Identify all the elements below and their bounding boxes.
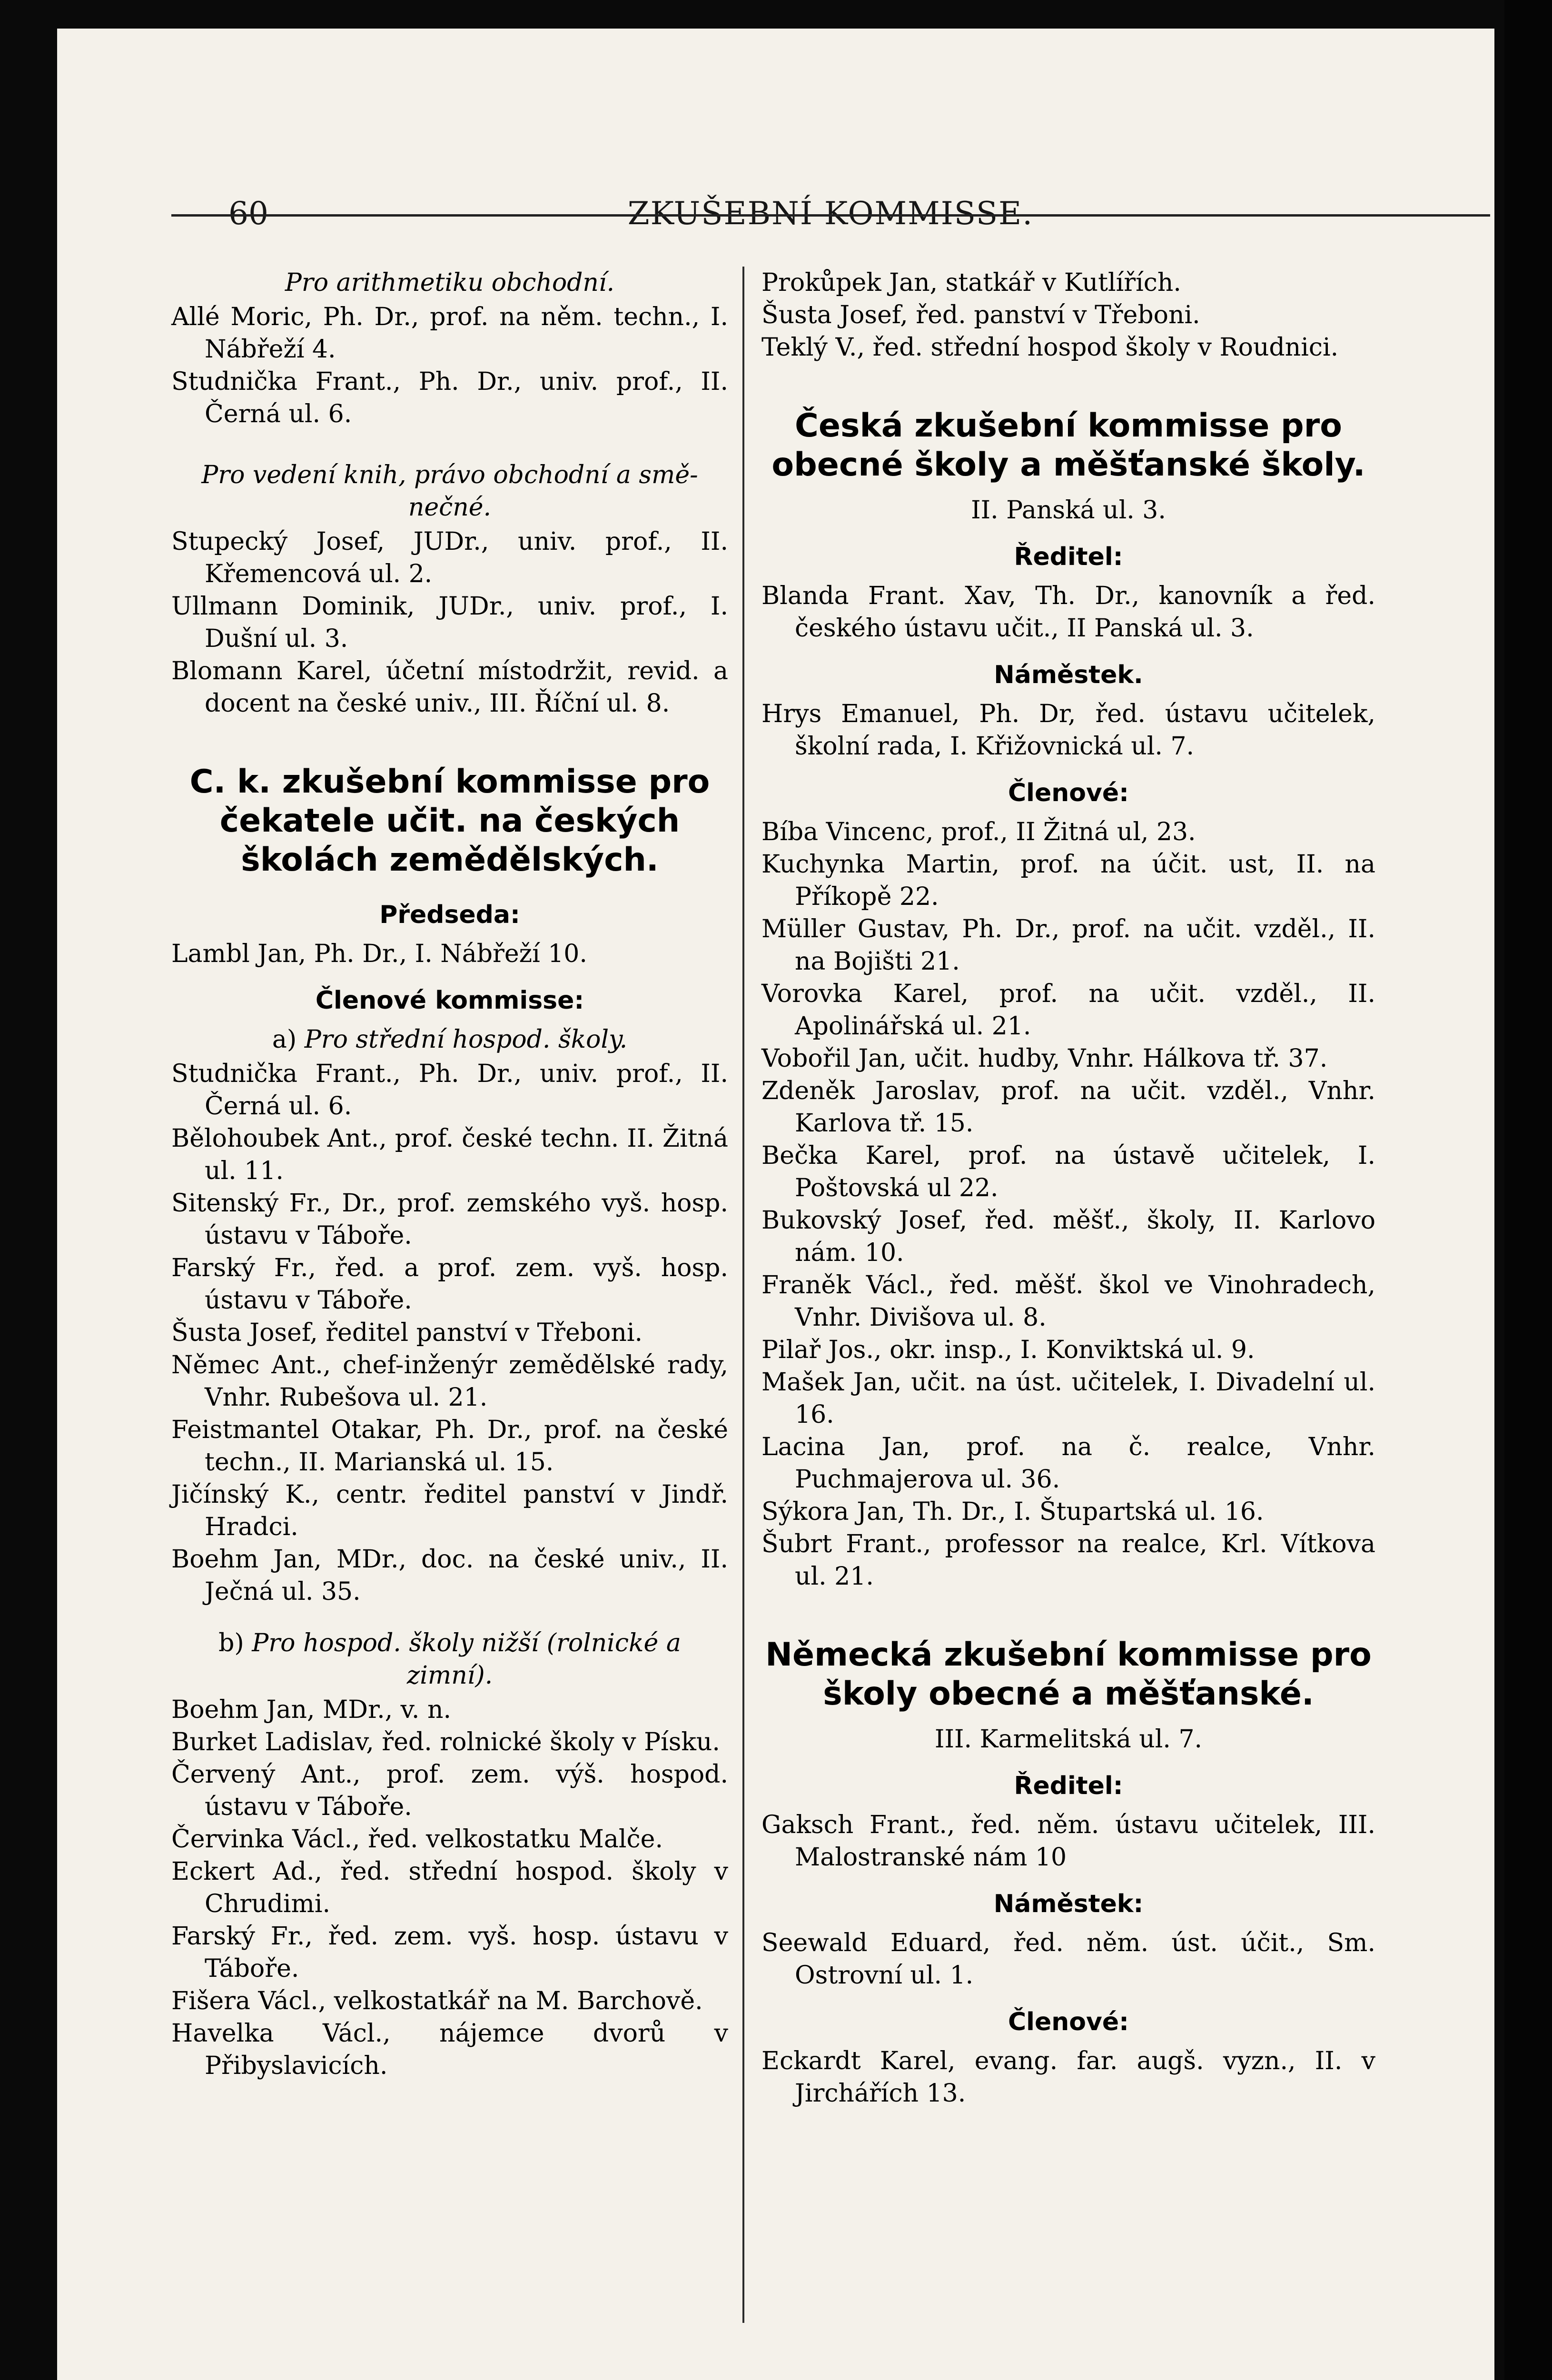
list-item: Kuchynka Martin, prof. na účit. ust, II. na Příkopě 22. xyxy=(761,850,1375,911)
list-item: Farský Fr., řed. a prof. zem. vyš. hosp. ústavu v Táboře. xyxy=(171,1254,728,1315)
list-item: Allé Moric, Ph. Dr., prof. na něm. techn., I. Nábřeží 4. xyxy=(171,303,728,364)
list-item: Stupecký Josef, JUDr., univ. prof., II. Křemencová ul. 2. xyxy=(171,527,728,588)
list-item: Lambl Jan, Ph. Dr., I. Nábřeží 10. xyxy=(171,940,587,968)
section-title-line: nečné. xyxy=(408,493,492,522)
subsection-title-cont: zimní). xyxy=(406,1661,493,1690)
list-item: Feistmantel Otakar, Ph. Dr., prof. na české techn., II. Marianská ul. 15. xyxy=(171,1416,728,1477)
list-item: Šusta Josef, řed. panství v Třeboni. xyxy=(761,301,1200,329)
right-column xyxy=(761,267,1375,2110)
list-item: Burket Ladislav, řed. rolnické školy v Písku. xyxy=(171,1728,720,1756)
list-item: Červinka Václ., řed. velkostatku Malče. xyxy=(171,1825,663,1854)
list-item: Pilař Jos., okr. insp., I. Konviktská ul. 9. xyxy=(761,1336,1255,1364)
list-item: Boehm Jan, MDr., doc. na české univ., II. Ječná ul. 35. xyxy=(171,1545,728,1606)
subsection-b-heading xyxy=(171,1627,728,1692)
list-item: Studnička Frant., Ph. Dr., univ. prof., II. Černá ul. 6. xyxy=(171,367,728,428)
left-column xyxy=(171,267,728,2082)
subsection-a-heading xyxy=(171,1023,728,1056)
list-item: Sýkora Jan, Th. Dr., I. Štupartská ul. 16. xyxy=(761,1497,1264,1526)
list-item: Boehm Jan, MDr., v. n. xyxy=(171,1696,451,1724)
list-item: Sitenský Fr., Dr., prof. zemského vyš. hosp. ústavu v Táboře. xyxy=(171,1189,728,1250)
list-item: Havelka Václ., nájemce dvorů v Přibyslavicích. xyxy=(171,2019,728,2080)
list-item: Hrys Emanuel, Ph. Dr, řed. ústavu učitelek, školní rada, I. Křižovnická ul. 7. xyxy=(761,700,1375,761)
list-item: Ullmann Dominik, JUDr., univ. prof., I. Dušní ul. 3. xyxy=(171,592,728,653)
section-title-line: Pro vedení knih, právo obchodní a smě- xyxy=(201,461,698,489)
running-title: ZKUŠEBNÍ KOMMISSE. xyxy=(627,195,1034,232)
list-item: Gaksch Frant., řed. něm. ústavu učitelek, III. Malostranské nám 10 xyxy=(761,1811,1375,1872)
role-heading: Členové: xyxy=(1008,2008,1129,2036)
list-item: Eckardt Karel, evang. far. augš. vyzn., II. v Jirchářích 13. xyxy=(761,2047,1375,2108)
list-item: Němec Ant., chef-inženýr zemědělské rady, Vnhr. Rubešova ul. 21. xyxy=(171,1351,728,1412)
role-heading: Ředitel: xyxy=(1014,543,1123,571)
list-item: Franěk Václ., řed. měšť. škol ve Vinohradech, Vnhr. Divišova ul. 8. xyxy=(761,1271,1375,1332)
role-heading: Členové: xyxy=(1008,779,1129,807)
list-item: Jičínský K., centr. ředitel panství v Jindř. Hradci. xyxy=(171,1480,728,1541)
role-heading: Náměstek: xyxy=(993,1890,1144,1918)
list-item: Bíba Vincenc, prof., II Žitná ul, 23. xyxy=(761,818,1196,846)
subsection-title: Pro hospod. školy nižší (rolnické a xyxy=(252,1629,681,1657)
list-item: Blanda Frant. Xav, Th. Dr., kanovník a řed. českého ústavu učit., II Panská ul. 3. xyxy=(761,582,1375,643)
list-item: Šusta Josef, ředitel panství v Třeboni. xyxy=(171,1319,643,1347)
list-item: Bukovský Josef, řed. měšť., školy, II. Karlovo nám. 10. xyxy=(761,1206,1375,1267)
page-header xyxy=(228,190,1433,243)
subsection-label: b) xyxy=(218,1629,244,1657)
list-item: Zdeněk Jaroslav, prof. na učit. vzděl., Vnhr. Karlova tř. 15. xyxy=(761,1077,1375,1138)
address-line: III. Karmelitská ul. 7. xyxy=(934,1725,1203,1754)
list-item: Lacina Jan, prof. na č. realce, Vnhr. Puchmajerova ul. 36. xyxy=(761,1433,1375,1494)
heading-agricultural-commission: C. k. zkušební kommisse pro čekatele učit. na českých školách zemědělských. xyxy=(189,763,710,879)
list-item: Studnička Frant., Ph. Dr., univ. prof., II. Černá ul. 6. xyxy=(171,1060,728,1121)
subsection-label: a) xyxy=(272,1025,297,1054)
column-divider xyxy=(742,267,744,2323)
role-heading: Předseda: xyxy=(379,901,520,929)
list-item: Šubrt Frant., professor na realce, Krl. Vítkova ul. 21. xyxy=(761,1530,1375,1591)
list-item: Teklý V., řed. střední hospod školy v Roudnici. xyxy=(761,333,1339,362)
list-item: Vorovka Karel, prof. na učit. vzděl., II. Apolinářská ul. 21. xyxy=(761,980,1375,1041)
heading-german-commission: Německá zkušební kommisse pro školy obecné a měšťanské. xyxy=(765,1636,1372,1713)
list-item: Bělohoubek Ant., prof. české techn. II. Žitná ul. 11. xyxy=(171,1124,728,1185)
list-item: Blomann Karel, účetní místodržit, revid. a docent na české univ., III. Říční ul. 8. xyxy=(171,657,728,718)
list-item: Bečka Karel, prof. na ústavě učitelek, I. Poštovská ul 22. xyxy=(761,1141,1375,1202)
address-line: II. Panská ul. 3. xyxy=(971,496,1166,525)
header-rule xyxy=(171,214,1490,217)
list-item: Eckert Ad., řed. střední hospod. školy v Chrudimi. xyxy=(171,1857,728,1918)
scan-border xyxy=(1504,0,1552,2380)
role-heading: Náměstek. xyxy=(994,661,1143,689)
list-item: Červený Ant., prof. zem. výš. hospod. ústavu v Táboře. xyxy=(171,1760,728,1821)
list-item: Prokůpek Jan, statkář v Kutlířích. xyxy=(761,268,1181,297)
list-item: Mašek Jan, učit. na úst. učitelek, I. Divadelní ul. 16. xyxy=(761,1368,1375,1429)
role-heading: Členové kommisse: xyxy=(315,986,584,1015)
heading-czech-commission: Česká zkušební kommisse pro obecné školy a měšťanské školy. xyxy=(771,407,1365,484)
list-item: Farský Fr., řed. zem. vyš. hosp. ústavu v Táboře. xyxy=(171,1922,728,1983)
subsection-title: Pro střední hospod. školy. xyxy=(304,1025,628,1054)
list-item: Müller Gustav, Ph. Dr., prof. na učit. vzděl., II. na Bojišti 21. xyxy=(761,915,1375,976)
list-item: Fišera Václ., velkostatkář na M. Barchově. xyxy=(171,1987,703,2015)
section-title-bookkeeping xyxy=(171,459,728,524)
page-number: 60 xyxy=(228,195,268,232)
list-item: Vobořil Jan, učit. hudby, Vnhr. Hálkova tř. 37. xyxy=(761,1044,1328,1073)
section-title-arithmetic: Pro arithmetiku obchodní. xyxy=(285,268,615,297)
role-heading: Ředitel: xyxy=(1014,1772,1123,1800)
list-item: Seewald Eduard, řed. něm. úst. účit., Sm. Ostrovní ul. 1. xyxy=(761,1929,1375,1990)
